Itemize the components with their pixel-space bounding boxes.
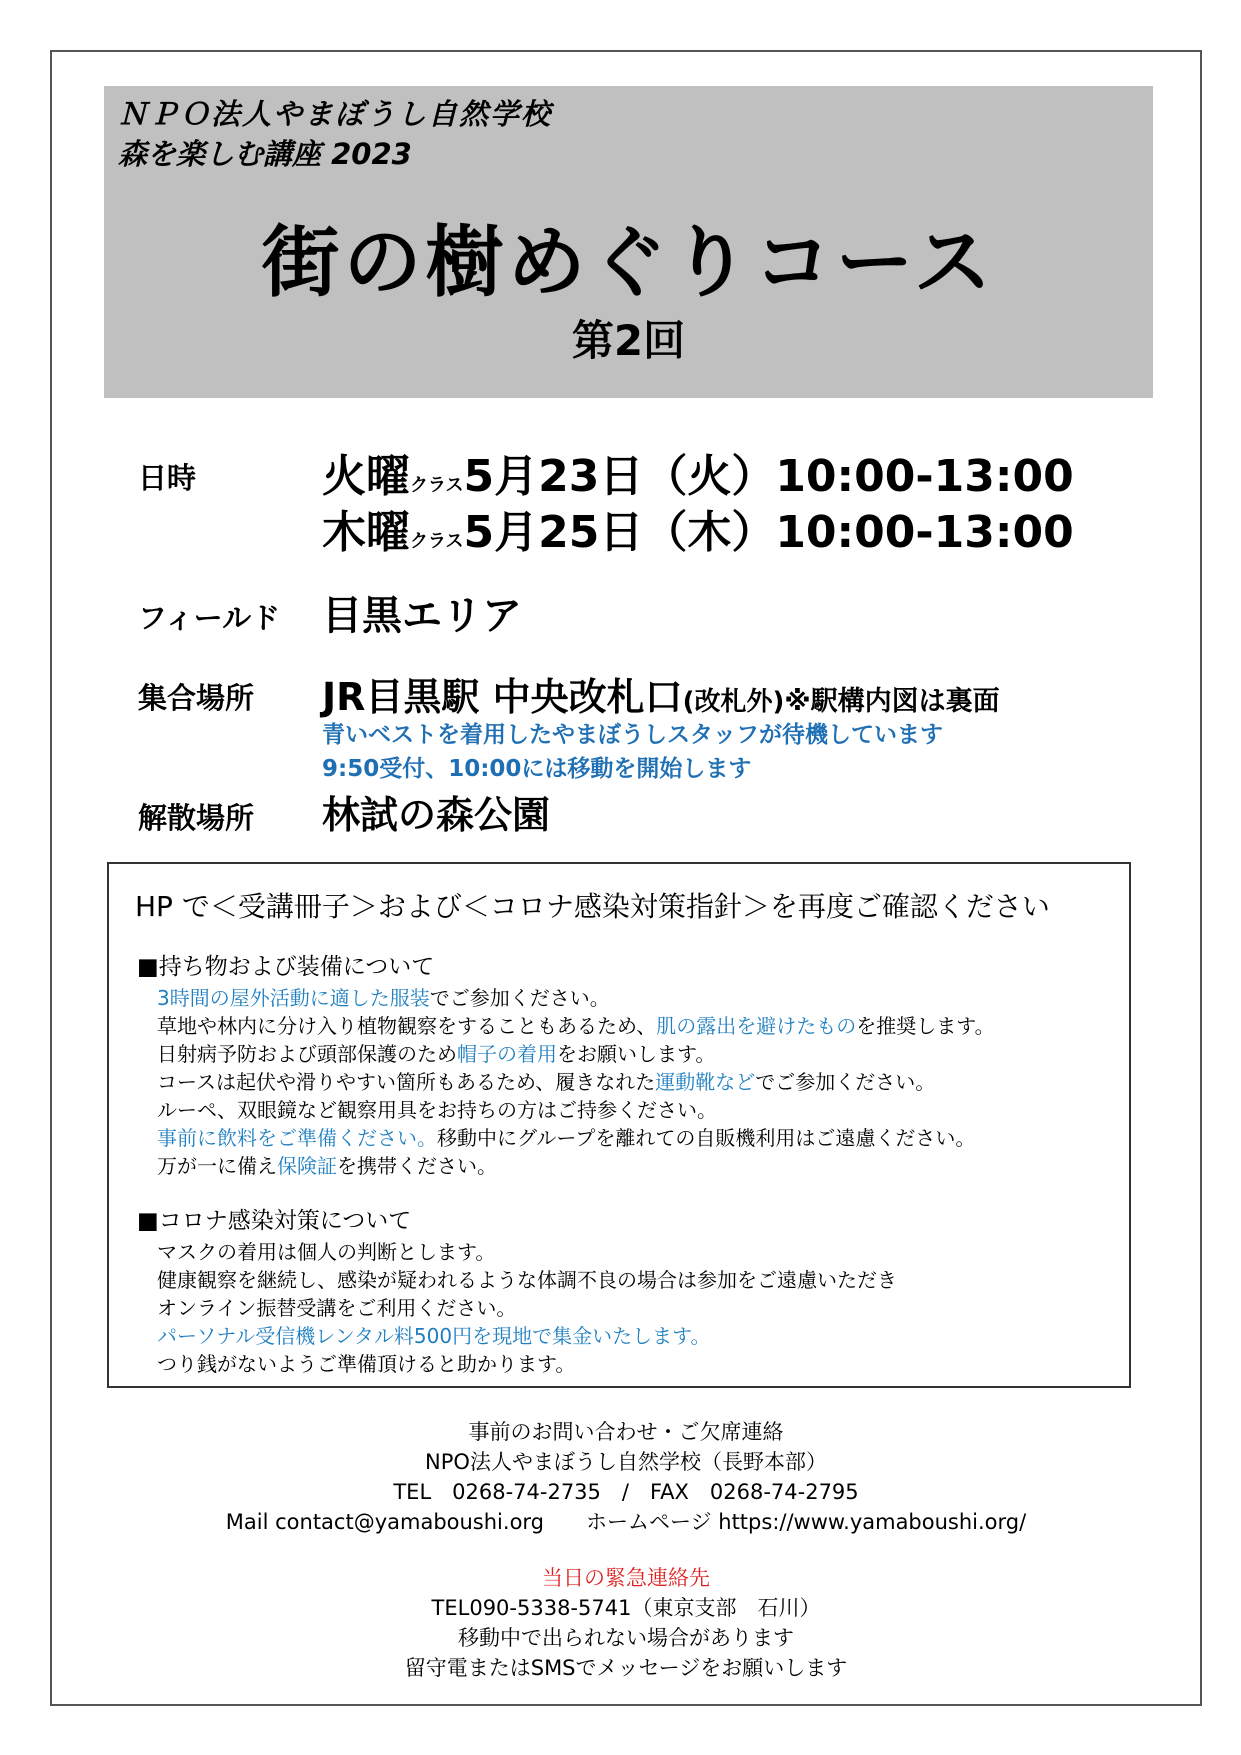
tue-class-date: 5月23日（火）10:00-13:00 (463, 451, 1074, 502)
meeting-place-note: ※駅構内図は裏面 (784, 686, 1000, 717)
organization-name: ＮＰＯ法人やまぼうし自然学校 (118, 97, 553, 131)
list-item: マスクの着用は個人の判断とします。 (157, 1240, 496, 1264)
contact-phone-fax: TEL 0268-74-2735 / FAX 0268-74-2795 (393, 1480, 859, 1504)
tue-class-name: 火曜 (322, 451, 410, 502)
meeting-info-staff: 青いベストを着用したやまぼうしスタッフが待機しています (322, 722, 943, 748)
covid-measures-title: ■コロナ感染対策について (137, 1208, 412, 1234)
list-item: オンライン振替受講をご利用ください。 (157, 1296, 517, 1320)
list-item: ルーペ、双眼鏡など観察用具をお持ちの方はご持参ください。 (157, 1098, 717, 1122)
contact-mail-web: Mail contact@yamaboushi.org ホームページ https://www.yamaboushi.org/ (225, 1510, 1027, 1534)
thu-class-date: 5月25日（木）10:00-13:00 (463, 507, 1074, 558)
meeting-info-time: 9:50受付、10:00には移動を開始します (322, 756, 752, 782)
tue-class-suffix: クラス (410, 475, 464, 496)
meeting-place-name: JR目黒駅 中央改札口 (322, 675, 683, 719)
dismissal-place-label: 解散場所 (138, 801, 255, 835)
list-item: 日射病予防および頭部保護のため帽子の着用をお願いします。 (157, 1042, 716, 1066)
session-number: 第2回 (571, 316, 686, 365)
meeting-place-value (322, 666, 1000, 721)
list-item: 3時間の屋外活動に適した服装でご参加ください。 (157, 986, 610, 1010)
list-item: つり銭がないようご準備頂けると助かります。 (157, 1352, 576, 1376)
field-value: 目黒エリア (322, 593, 522, 639)
emergency-note-unavailable: 移動中で出られない場合があります (458, 1626, 794, 1650)
datetime-label: 日時 (138, 461, 197, 495)
list-item: パーソナル受信機レンタル料500円を現地で集金いたします。 (157, 1324, 711, 1348)
list-item: 万が一に備え保険証を携帯ください。 (157, 1154, 497, 1178)
contact-organization: NPO法人やまぼうし自然学校（長野本部） (425, 1450, 827, 1474)
list-item: 健康観察を継続し、感染が疑われるような体調不良の場合は参加をご遠慮いただき (157, 1268, 897, 1292)
meeting-place-paren: (改札外) (682, 687, 785, 717)
thu-class-name: 木曜 (322, 507, 410, 558)
meeting-place-label: 集合場所 (138, 681, 255, 715)
list-item: コースは起伏や滑りやすい箇所もあるため、履きなれた運動靴などでご参加ください。 (157, 1070, 936, 1094)
belongings-title: ■持ち物および装備について (137, 954, 435, 980)
list-item: 草地や林内に分け入り植物観察をすることもあるため、肌の露出を避けたものを推奨します。 (157, 1014, 995, 1038)
dismissal-place-value: 林試の森公園 (322, 793, 551, 837)
field-label: フィールド (138, 601, 281, 635)
emergency-phone: TEL090-5338-5741（東京支部 石川） (431, 1596, 821, 1620)
emergency-note-sms: 留守電またはSMSでメッセージをお願いします (404, 1656, 848, 1680)
page-title: 街の樹めぐりコース (261, 218, 996, 308)
thu-class-schedule (322, 496, 1074, 560)
emergency-title: 当日の緊急連絡先 (542, 1566, 710, 1590)
course-series: 森を楽しむ講座 2023 (118, 137, 412, 171)
list-item: 事前に飲料をご準備ください。移動中にグループを離れての自販機利用はご遠慮ください。 (157, 1126, 976, 1150)
notice-heading: HP で＜受講冊子＞および＜コロナ感染対策指針＞を再度ご確認ください (135, 890, 1050, 923)
contact-title: 事前のお問い合わせ・ご欠席連絡 (468, 1420, 784, 1444)
thu-class-suffix: クラス (410, 531, 464, 552)
tue-class-schedule (322, 440, 1074, 504)
